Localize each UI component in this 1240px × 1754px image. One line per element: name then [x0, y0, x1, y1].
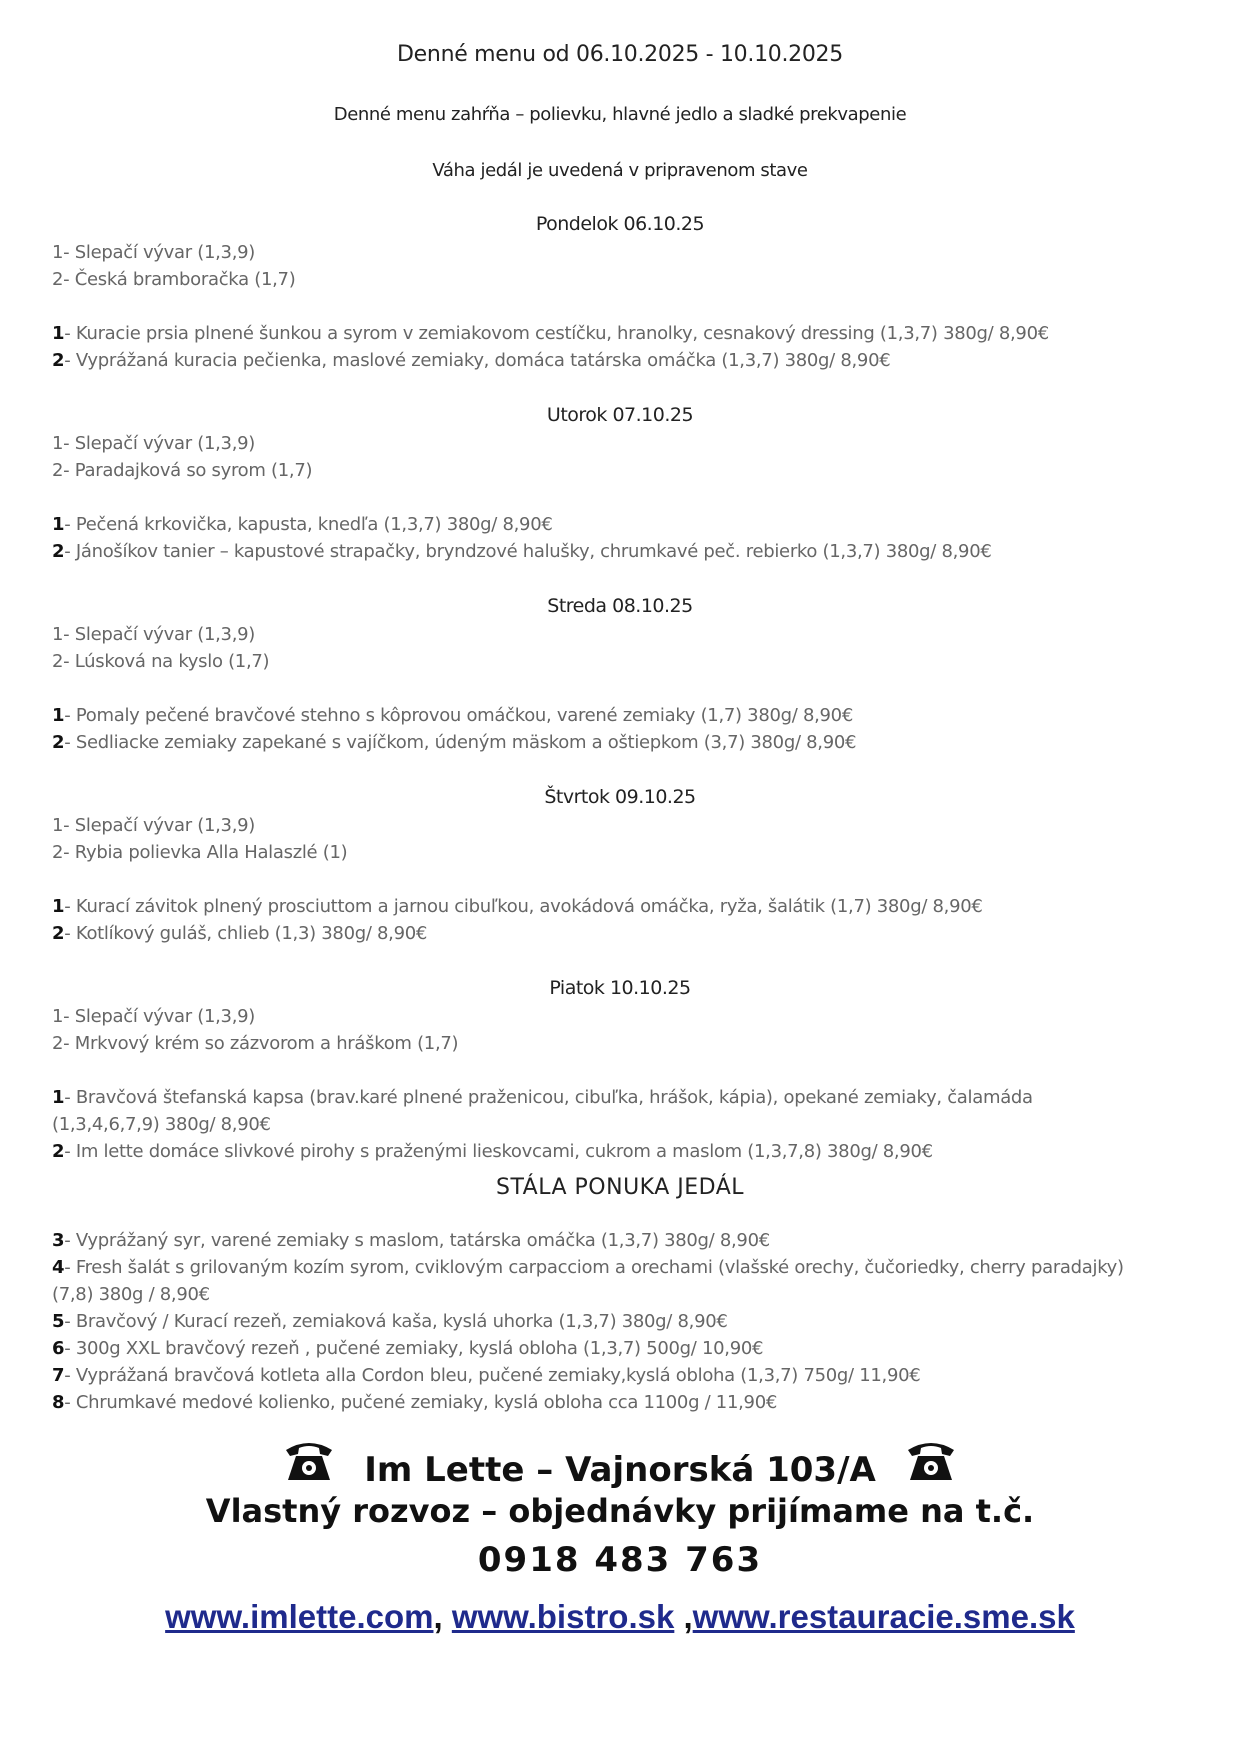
day-heading-thursday: Štvrtok 09.10.25	[544, 786, 696, 808]
item-text: - Bravčový / Kurací rezeň, zemiaková kaša, kyslá uhorka (1,3,7) 380g/ 8,90€	[64, 1311, 728, 1332]
day-heading-monday: Pondelok 06.10.25	[535, 213, 705, 235]
item-number: 2	[52, 1141, 65, 1162]
item-text: - Kuracie prsia plnené šunkou a syrom v zemiakovom cestíčku, hranolky, cesnakový dressing (1,3,7) 380g/ 8,90€	[64, 323, 1049, 344]
item-number: 5	[52, 1311, 65, 1332]
item-text: - Pomaly pečené bravčové stehno s kôprovou omáčkou, varené zemiaky (1,7) 380g/ 8,90€	[64, 705, 853, 726]
item-text: - 300g XXL bravčový rezeň , pučené zemiaky, kyslá obloha (1,3,7) 500g/ 10,90€	[64, 1338, 764, 1359]
item-number: 1	[52, 1087, 65, 1108]
soup-item: 1- Slepačí vývar (1,3,9)	[52, 242, 255, 263]
link-imlette[interactable]: www.imlette.com	[165, 1598, 434, 1635]
main-item	[52, 541, 992, 562]
website-links: www.imlette.com, www.bistro.sk ,www.restauracie.sme.sk	[165, 1598, 1075, 1635]
item-number: 1	[52, 514, 65, 535]
soup-item: 2- Lúsková na kyslo (1,7)	[52, 651, 270, 672]
item-number: 1	[52, 896, 65, 917]
telephone-icon	[282, 1434, 336, 1493]
main-item	[52, 705, 853, 726]
permanent-item	[52, 1311, 728, 1332]
item-number: 8	[52, 1392, 65, 1413]
delivery-line: Vlastný rozvoz – objednávky prijímame na t.č.	[205, 1492, 1035, 1530]
item-text: - Sedliacke zemiaky zapekané s vajíčkom, údeným mäskom a oštiepkom (3,7) 380g/ 8,90€	[64, 732, 857, 753]
permanent-item	[52, 1257, 1124, 1278]
soup-item: 1- Slepačí vývar (1,3,9)	[52, 1006, 255, 1027]
phone-number[interactable]: 0918 483 763	[477, 1540, 763, 1580]
day-heading-wednesday: Streda 08.10.25	[547, 595, 693, 617]
permanent-item-continuation: (7,8) 380g / 8,90€	[52, 1284, 210, 1305]
main-item	[52, 1087, 1033, 1108]
permanent-item	[52, 1338, 763, 1359]
weight-note: Váha jedál je uvedená v pripravenom stave	[432, 160, 808, 181]
address-text: Im Lette – Vajnorská 103/A	[364, 1450, 876, 1490]
item-text: - Kotlíkový guláš, chlieb (1,3) 380g/ 8,90€	[64, 923, 428, 944]
day-heading-tuesday: Utorok 07.10.25	[546, 404, 694, 426]
item-number: 7	[52, 1365, 65, 1386]
item-text: - Chrumkavé medové kolienko, pučené zemiaky, kyslá obloha cca 1100g / 11,90€	[64, 1392, 777, 1413]
item-text: - Bravčová štefanská kapsa (brav.karé plnené praženicou, cibuľka, hrášok, kápia), opekané zemiaky, čalamáda	[64, 1087, 1033, 1108]
item-text: - Vyprážaný syr, varené zemiaky s maslom, tatárska omáčka (1,3,7) 380g/ 8,90€	[64, 1230, 770, 1251]
main-item	[52, 323, 1049, 344]
item-number: 2	[52, 350, 65, 371]
item-text: - Pečená krkovička, kapusta, knedľa (1,3,7) 380g/ 8,90€	[64, 514, 553, 535]
item-text: - Vyprážaná kuracia pečienka, maslové zemiaky, domáca tatárska omáčka (1,3,7) 380g/ 8,90€	[64, 350, 891, 371]
item-number: 2	[52, 732, 65, 753]
item-text: - Vyprážaná bravčová kotleta alla Cordon bleu, pučené zemiaky,kyslá obloha (1,3,7) 750g/ 11,90€	[64, 1365, 921, 1386]
item-number: 6	[52, 1338, 65, 1359]
main-item	[52, 732, 856, 753]
main-item	[52, 514, 553, 535]
item-number: 2	[52, 923, 65, 944]
main-item	[52, 1141, 933, 1162]
permanent-offer-title: STÁLA PONUKA JEDÁL	[495, 1175, 745, 1200]
soup-item: 2- Rybia polievka Alla Halaszlé (1)	[52, 842, 348, 863]
link-bistro[interactable]: www.bistro.sk	[451, 1598, 675, 1635]
permanent-item	[52, 1365, 920, 1386]
soup-item: 2- Paradajková so syrom (1,7)	[52, 460, 313, 481]
item-text: - Jánošíkov tanier – kapustové strapačky, bryndzové halušky, chrumkavé peč. rebierko (1,3,7) 380g/ 8,90€	[64, 541, 992, 562]
main-item	[52, 896, 983, 917]
item-number: 1	[52, 323, 65, 344]
main-item	[52, 923, 427, 944]
soup-item: 1- Slepačí vývar (1,3,9)	[52, 815, 255, 836]
item-text: - Kurací závitok plnený prosciuttom a jarnou cibuľkou, avokádová omáčka, ryža, šalátik (1,7) 380g/ 8,90€	[64, 896, 983, 917]
menu-subtitle: Denné menu zahŕňa – polievku, hlavné jedlo a sladké prekvapenie	[333, 104, 907, 125]
item-number: 1	[52, 705, 65, 726]
item-text: - Fresh šalát s grilovaným kozím syrom, cviklovým carpacciom a orechami (vlašské orechy, čučoriedky, cherry paradajky)	[64, 1257, 1124, 1278]
permanent-item	[52, 1230, 770, 1251]
main-item-continuation: (1,3,4,6,7,9) 380g/ 8,90€	[52, 1114, 271, 1135]
day-heading-friday: Piatok 10.10.25	[549, 977, 691, 999]
item-number: 2	[52, 541, 65, 562]
soup-item: 2- Česká bramboračka (1,7)	[52, 269, 296, 290]
main-item	[52, 350, 890, 371]
link-restauracie[interactable]: www.restauracie.sme.sk	[692, 1598, 1075, 1635]
item-number: 3	[52, 1230, 65, 1251]
permanent-item	[52, 1392, 777, 1413]
soup-item: 2- Mrkvový krém so zázvorom a hráškom (1,7)	[52, 1033, 459, 1054]
soup-item: 1- Slepačí vývar (1,3,9)	[52, 433, 255, 454]
soup-item: 1- Slepačí vývar (1,3,9)	[52, 624, 255, 645]
telephone-icon	[904, 1434, 958, 1493]
item-number: 4	[52, 1257, 65, 1278]
menu-title: Denné menu od 06.10.2025 - 10.10.2025	[397, 42, 843, 67]
item-text: - Im lette domáce slivkové pirohy s praženými lieskovcami, cukrom a maslom (1,3,7,8) 380g/ 8,90€	[64, 1141, 933, 1162]
